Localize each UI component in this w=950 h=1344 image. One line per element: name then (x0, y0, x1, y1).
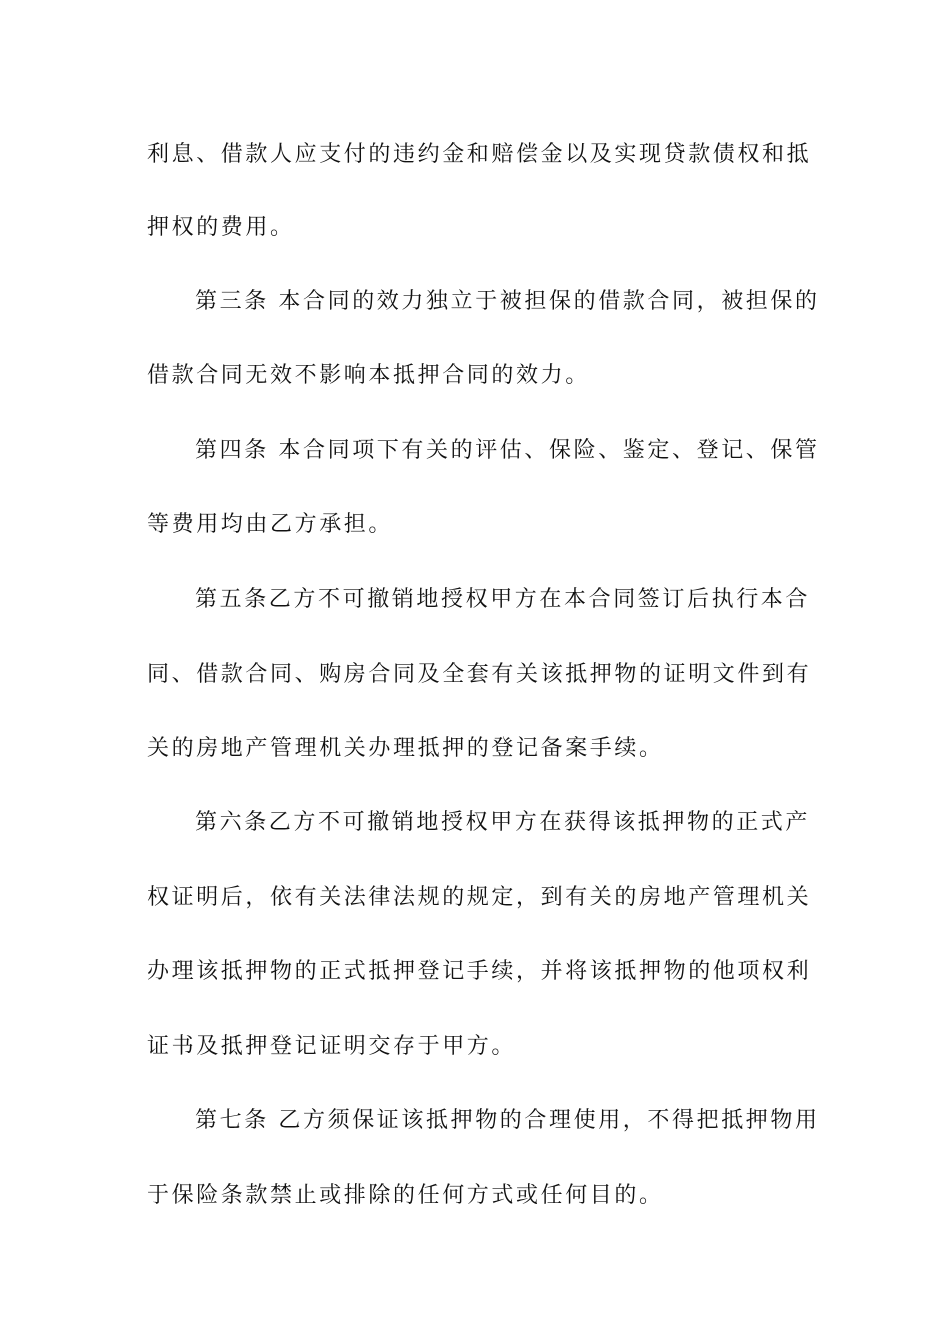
article-5-heading-line: 第五条乙方不可撤销地授权甲方在本合同签订后执行本合 (195, 587, 811, 612)
text-line: 办理该抵押物的正式抵押登记手续，并将该抵押物的他项权利 (147, 959, 812, 984)
text-line: 权证明后，依有关法律法规的规定，到有关的房地产管理机关 (147, 885, 812, 910)
text-line: 押权的费用。 (147, 215, 295, 240)
text-line: 借款合同无效不影响本抵押合同的效力。 (147, 363, 590, 388)
article-3-heading-line: 第三条 本合同的效力独立于被担保的借款合同，被担保的 (195, 289, 820, 314)
text-line: 利息、借款人应支付的违约金和赔偿金以及实现贷款债权和抵 (147, 142, 812, 167)
article-7-heading-line: 第七条 乙方须保证该抵押物的合理使用，不得把抵押物用 (195, 1108, 820, 1133)
text-line: 于保险条款禁止或排除的任何方式或任何目的。 (147, 1183, 664, 1208)
article-4-heading-line: 第四条 本合同项下有关的评估、保险、鉴定、登记、保管 (195, 438, 820, 463)
text-line: 等费用均由乙方承担。 (147, 512, 394, 537)
text-line: 证书及抵押登记证明交存于甲方。 (147, 1034, 517, 1059)
text-line: 同、借款合同、购房合同及全套有关该抵押物的证明文件到有 (147, 662, 812, 687)
text-line: 关的房地产管理机关办理抵押的登记备案手续。 (147, 736, 664, 761)
article-6-heading-line: 第六条乙方不可撤销地授权甲方在获得该抵押物的正式产 (195, 810, 811, 835)
